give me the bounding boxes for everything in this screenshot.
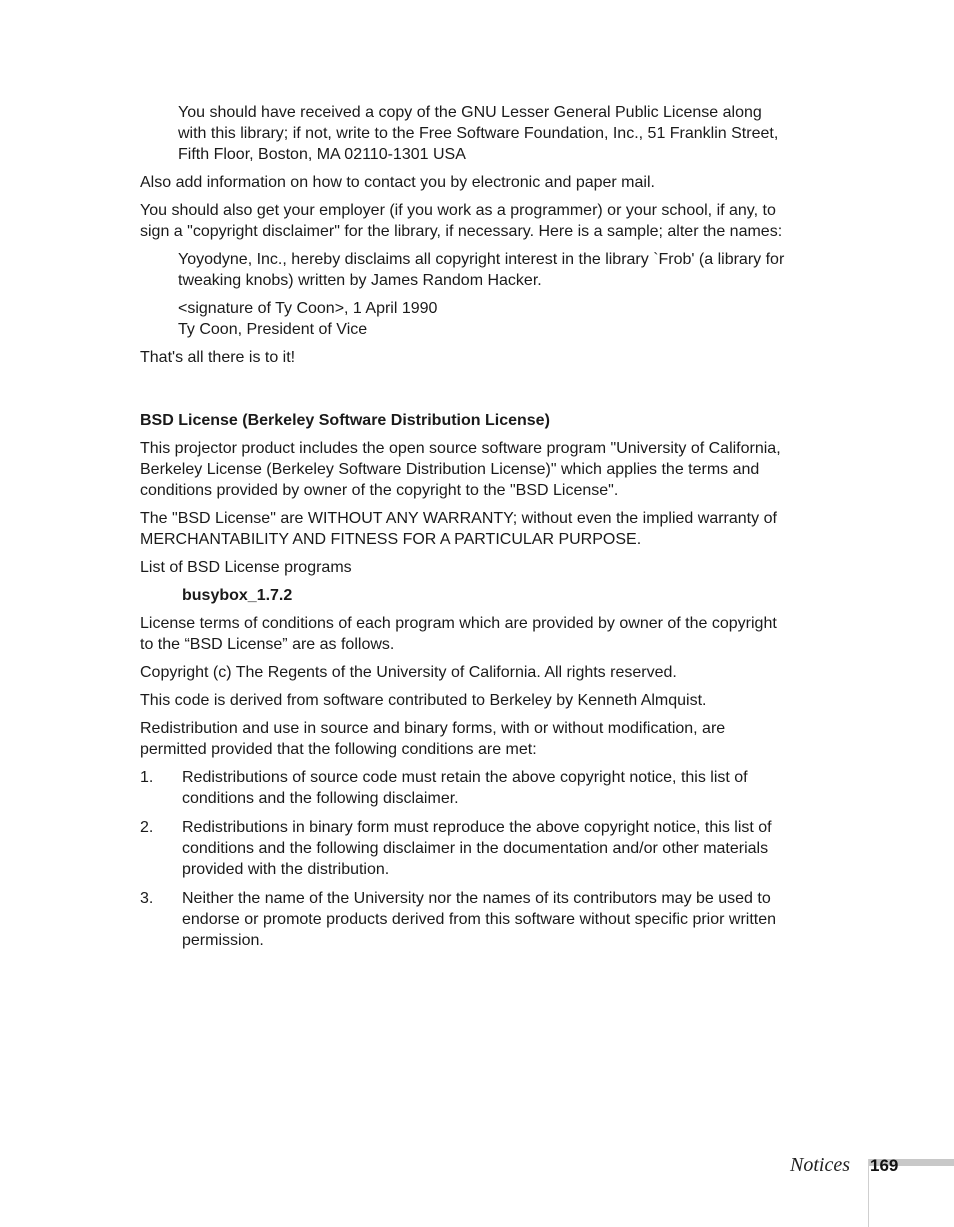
list-item — [140, 817, 788, 880]
program-name: busybox_1.7.2 — [182, 587, 293, 604]
bsd-program-list-label: List of BSD License programs — [140, 559, 352, 576]
footer-vertical-rule — [868, 1159, 869, 1227]
list-item-text: Neither the name of the University nor the names of its contributors may be used to endorse or promote products derived from this software without specific prior written permission. — [182, 890, 777, 949]
bsd-intro-paragraph: This projector product includes the open source software program "University of California, Berkeley License (Berkeley Software Distribution License)" which applies the terms and conditions provided by owner of the copyright to the "BSD License". — [140, 440, 781, 499]
lgpl-address-paragraph: You should have received a copy of the GNU Lesser General Public License along with this library; if not, write to the Free Software Foundation, Inc., 51 Franklin Street, Fifth Floor, Boston, MA 02110-1301 USA — [178, 104, 779, 163]
list-item — [140, 888, 788, 951]
list-item-text: Redistributions of source code must retain the above copyright notice, this list of conditions and the following disclaimer. — [182, 769, 748, 807]
list-item-number: 1. — [140, 769, 154, 786]
footer-section-title: Notices — [790, 1154, 850, 1176]
bsd-warranty-paragraph: The "BSD License" are WITHOUT ANY WARRANTY; without even the implied warranty of MERCHANTABILITY AND FITNESS FOR A PARTICULAR PURPOSE. — [140, 510, 777, 548]
copyright-paragraph: Copyright (c) The Regents of the University of California. All rights reserved. — [140, 664, 677, 681]
conditions-list — [140, 767, 788, 951]
redistribution-paragraph: Redistribution and use in source and binary forms, with or without modification, are permitted provided that the following conditions are met: — [140, 720, 726, 758]
signature-line: <signature of Ty Coon>, 1 April 1990 — [178, 300, 438, 317]
employer-disclaimer-paragraph: You should also get your employer (if you work as a programmer) or your school, if any, to sign a "copyright disclaimer" for the library, if necessary. Here is a sample; alter the names: — [140, 202, 783, 240]
signatory-line: Ty Coon, President of Vice — [178, 321, 368, 338]
list-item — [140, 767, 788, 809]
list-item-number: 3. — [140, 890, 154, 907]
page-number: 169 — [870, 1156, 899, 1175]
closing-paragraph: That's all there is to it! — [140, 349, 296, 366]
list-item-number: 2. — [140, 819, 154, 836]
sample-disclaimer-paragraph: Yoyodyne, Inc., hereby disclaims all copyright interest in the library `Frob' (a library for tweaking knobs) written by James Random Hacker. — [178, 251, 785, 289]
section-heading-bsd: BSD License (Berkeley Software Distribution License) — [140, 412, 550, 429]
list-item-text: Redistributions in binary form must reproduce the above copyright notice, this list of conditions and the following disclaimer in the documentation and/or other materials provided with the distribution. — [182, 819, 772, 878]
license-terms-paragraph: License terms of conditions of each program which are provided by owner of the copyright to the “BSD License” are as follows. — [140, 615, 777, 653]
contact-info-paragraph: Also add information on how to contact you by electronic and paper mail. — [140, 174, 655, 191]
document-body — [140, 102, 788, 959]
attribution-paragraph: This code is derived from software contributed to Berkeley by Kenneth Almquist. — [140, 692, 707, 709]
